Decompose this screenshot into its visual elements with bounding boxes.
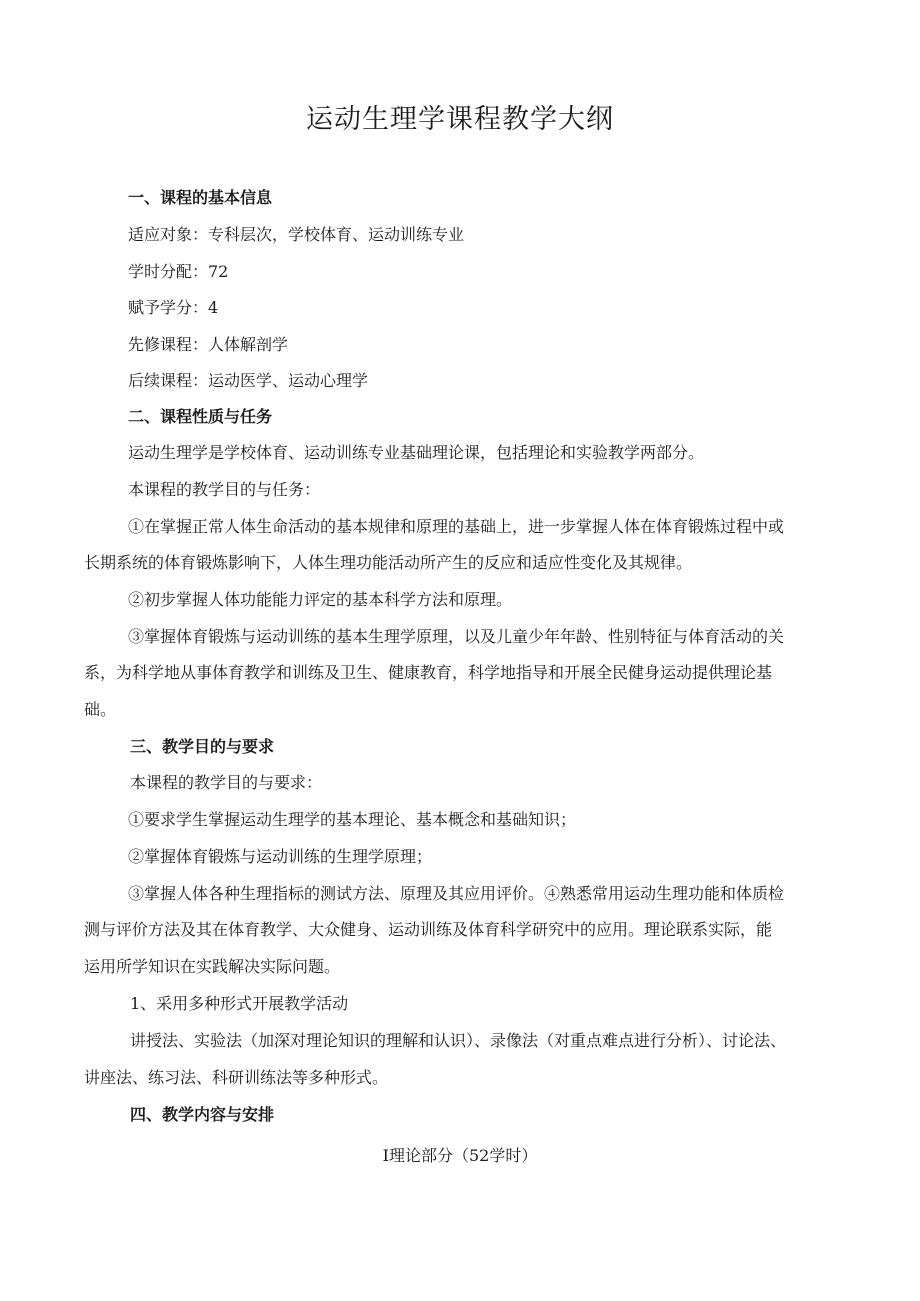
paragraph-objective3-line3: 运用所学知识在实践解决实际问题。 (84, 957, 341, 976)
paragraph-methods-line2: 讲座法、练习法、科研训练法等多种形式。 (84, 1068, 389, 1087)
section-heading-nature: 二、课程性质与任务 (128, 407, 273, 426)
section-heading-content: 四、教学内容与安排 (130, 1105, 275, 1124)
paragraph-objective3-line1: ③掌握人体各种生理指标的测试方法、原理及其应用评价。④熟悉常用运动生理功能和体质检 (128, 884, 785, 903)
paragraph-item3-line2: 系，为科学地从事体育教学和训练及卫生、健康教育，科学地指导和开展全民健身运动提供理论基 (84, 663, 773, 682)
paragraph-goals-intro: 本课程的教学目的与任务： (128, 480, 321, 499)
subheading-theory-part: I理论部分（52学时） (382, 1146, 538, 1165)
section-heading-basic-info: 一、课程的基本信息 (128, 188, 273, 207)
paragraph-objective3-line2: 测与评价方法及其在体育教学、大众健身、运动训练及体育科学研究中的应用。理论联系实际，能 (84, 920, 773, 939)
paragraph-credits: 赋予学分：4 (128, 298, 219, 317)
paragraph-item1-line1: ①在掌握正常人体生命活动的基本规律和原理的基础上，进一步掌握人体在体育锻炼过程中或 (128, 517, 785, 536)
paragraph-nature: 运动生理学是学校体育、运动训练专业基础理论课，包括理论和实验教学两部分。 (128, 443, 705, 462)
paragraph-followup: 后续课程：运动医学、运动心理学 (128, 371, 369, 390)
paragraph-objective2: ②掌握体育锻炼与运动训练的生理学原理； (128, 847, 433, 866)
paragraph-prerequisite: 先修课程：人体解剖学 (128, 335, 289, 354)
paragraph-hours: 学时分配：72 (128, 262, 229, 281)
paragraph-methods-line1: 讲授法、实验法（加深对理论知识的理解和认识）、录像法（对重点难点进行分析）、讨论法、 (130, 1031, 787, 1050)
paragraph-objective1: ①要求学生掌握运动生理学的基本理论、基本概念和基础知识； (128, 810, 577, 829)
paragraph-target: 适应对象：专科层次，学校体育、运动训练专业 (128, 225, 465, 244)
paragraph-item2: ②初步掌握人体功能能力评定的基本科学方法和原理。 (128, 590, 513, 609)
section-heading-objectives: 三、教学目的与要求 (130, 737, 275, 756)
paragraph-item3-line1: ③掌握体育锻炼与运动训练的基本生理学原理，以及儿童少年年龄、性别特征与体育活动的关 (128, 627, 785, 646)
document-title: 运动生理学课程教学大纲 (306, 104, 614, 135)
paragraph-methods-heading: 1、采用多种形式开展教学活动 (130, 994, 349, 1013)
paragraph-item3-line3: 础。 (84, 700, 117, 719)
paragraph-item1-line2: 长期系统的体育锻炼影响下，人体生理功能活动所产生的反应和适应性变化及其规律。 (84, 553, 693, 572)
paragraph-objectives-intro: 本课程的教学目的与要求： (130, 773, 323, 792)
